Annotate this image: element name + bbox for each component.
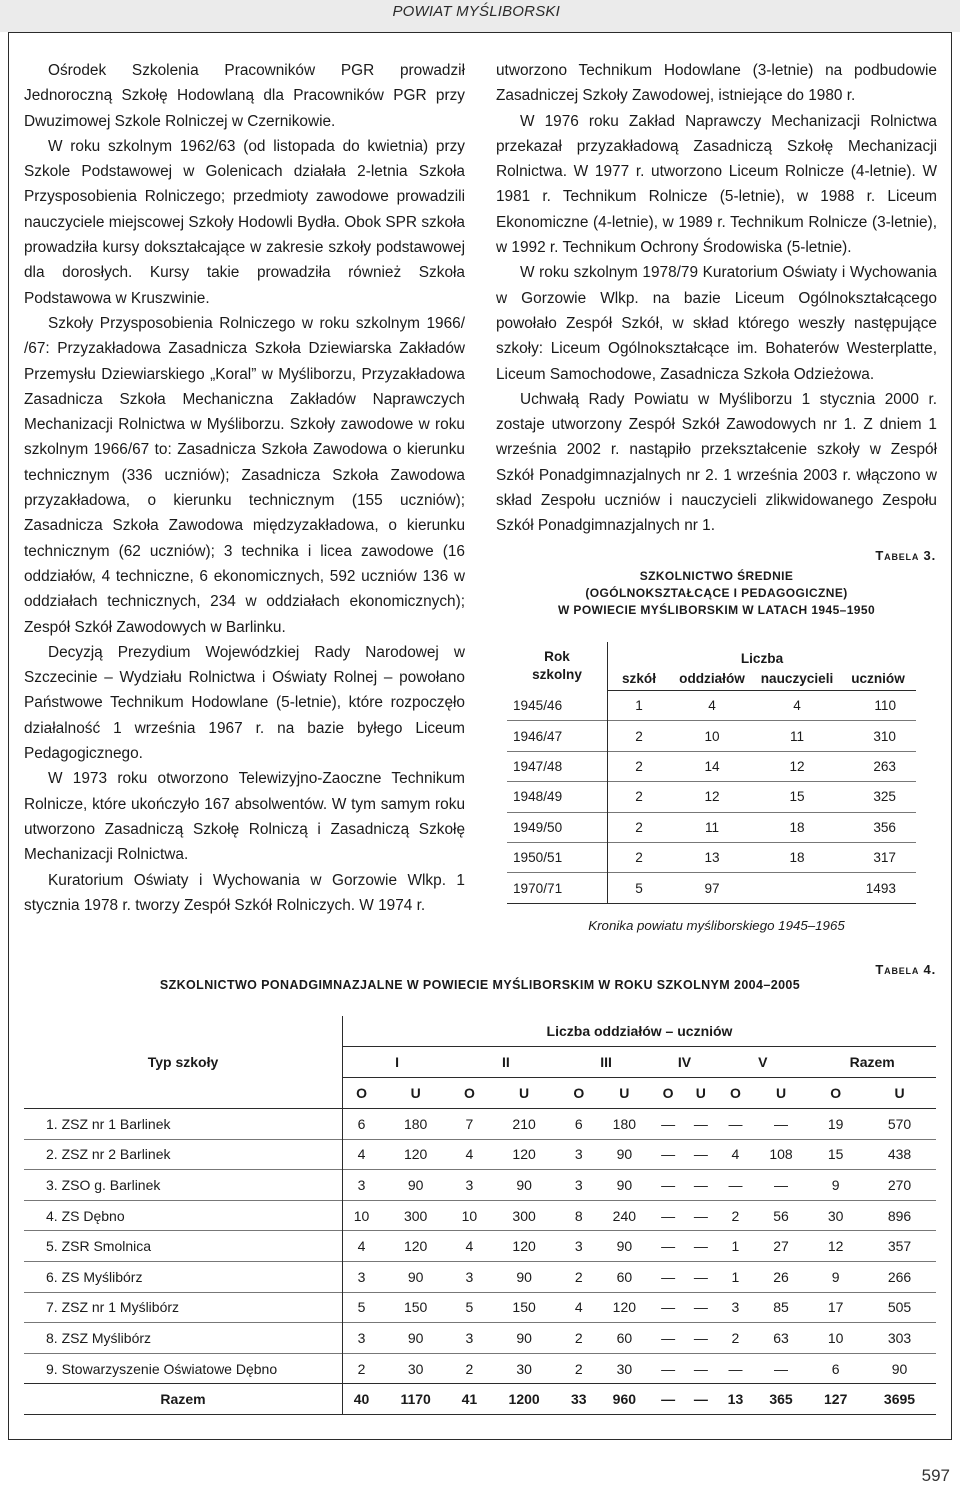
value-cell: 2 — [608, 721, 671, 751]
value-cell: 150 — [488, 1292, 561, 1323]
col-header-class: III — [561, 1047, 652, 1078]
paragraph: W roku szkolnym 1978/79 Kuratorium Oświaty i Wychowania w Gorzowie Wlkp. na bazie Liceum Ogólnokształcącego powołało Zespół Szkół, w skład którego weszły następujące szkoły: Liceum Ogólnokształcące im. Bohaterów Westerplatte, Liceum Samochodowe, Zasadnicza Szkoła Odzieżowa. — [496, 264, 937, 383]
value-cell: 3 — [451, 1170, 487, 1201]
value-cell: 9 — [808, 1170, 863, 1201]
value-cell: 4 — [708, 698, 716, 714]
value-cell: 3 — [343, 1261, 381, 1292]
value-cell — [754, 873, 840, 903]
total-value-cell: 41 — [451, 1384, 487, 1415]
col-header-sub: O — [652, 1078, 685, 1109]
value-cell: 2 — [717, 1323, 753, 1354]
paragraph: W 1976 roku Zakład Naprawczy Mechanizacji Rolnictwa przekazał przyzakładową Zasadniczą Szkołę Mechanizacji Rolnictwa. W 1977 r. utworzono Liceum Rolnicze (4-letnie). W 1981 r. Technikum Rolnicze (5-letnie), w 1988 r. Liceum Ekonomiczne (4-letnie), w 1989 r. Technikum Rolnicze (3-letnie), w 1992 r. Technikum Ochrony Środowiska (5-letnie). — [496, 112, 937, 257]
value-cell: — — [652, 1139, 685, 1170]
value-cell: 90 — [597, 1231, 652, 1262]
value-cell: 4 — [793, 698, 801, 714]
value-cell: 5 — [451, 1292, 487, 1323]
value-cell: — — [728, 1115, 743, 1132]
right-column — [496, 58, 937, 539]
value-cell: 90 — [380, 1323, 451, 1354]
col-header-year-label: Rok szkolny — [532, 649, 582, 683]
value-cell: 1493 — [840, 873, 916, 903]
value-cell: 97 — [670, 873, 754, 903]
table-row — [507, 812, 916, 842]
value-cell: 30 — [488, 1353, 561, 1384]
value-cell: — — [684, 1231, 717, 1262]
col-header-type: Typ szkoły — [24, 1016, 343, 1109]
value-cell: 12 — [754, 751, 840, 781]
table3-source: Kronika powiatu myśliborskiego 1945–1965 — [588, 918, 845, 933]
value-cell: 3 — [561, 1170, 597, 1201]
school-name-cell: 5. ZSR Smolnica — [24, 1231, 343, 1262]
value-cell: 10 — [808, 1323, 863, 1354]
year-cell: 1950/51 — [507, 842, 608, 872]
col-header-group: Liczba — [740, 651, 784, 666]
running-title: POWIAT MYŚLIBORSKI — [392, 3, 560, 20]
year-cell: 1970/71 — [507, 873, 608, 903]
value-cell: 6 — [808, 1353, 863, 1384]
total-value-cell: 127 — [808, 1384, 863, 1415]
table-row — [24, 1231, 936, 1262]
col-header-sub: U — [488, 1078, 561, 1109]
table-row — [24, 1200, 936, 1231]
value-cell: 1 — [635, 698, 643, 714]
year-cell: 1947/48 — [507, 751, 608, 781]
paragraph: W roku szkolnym 1962/63 (od listopada do kwietnia) przy Szkole Podstawowej w Golenicach działała 2-letnia Szkoła Przysposobienia Rolniczego; przedmioty zawodowe prowadzili nauczyciele miejscowej Szkoły Hodowli Bydła. Obok SPR szkoła prowadziła kursy dokształcające w zakresie szkoły podstawowej dla dorosłych. Kursy takie prowadziła również Szkoła Podstawowa w Kruszwinie. — [24, 137, 465, 307]
school-name-cell: 2. ZSZ nr 2 Barlinek — [24, 1139, 343, 1170]
total-value-cell: 13 — [717, 1384, 753, 1415]
value-cell: 60 — [597, 1261, 652, 1292]
value-cell: 2 — [608, 782, 671, 812]
value-cell: 2 — [561, 1323, 597, 1354]
table-row — [24, 1109, 936, 1140]
table4-title: SZKOLNICTWO PONADGIMNAZJALNE W POWIECIE MYŚLIBORSKIM W ROKU SZKOLNYM 2004–2005 — [159, 978, 801, 992]
value-cell: — — [754, 1170, 809, 1201]
total-value-cell: 33 — [561, 1384, 597, 1415]
value-cell: 438 — [863, 1139, 936, 1170]
value-cell: 60 — [597, 1323, 652, 1354]
value-cell: 30 — [808, 1200, 863, 1231]
col-header-sub: O — [808, 1078, 863, 1109]
value-cell: — — [661, 1115, 676, 1132]
value-cell: 11 — [754, 721, 840, 751]
value-cell: 10 — [670, 721, 754, 751]
table-row — [507, 782, 916, 812]
value-cell: 30 — [597, 1353, 652, 1384]
table-row — [507, 873, 916, 903]
value-cell: 2 — [561, 1261, 597, 1292]
value-cell: 310 — [840, 721, 916, 751]
value-cell: 180 — [403, 1115, 428, 1132]
value-cell: 317 — [840, 842, 916, 872]
value-cell: 3 — [343, 1323, 381, 1354]
total-value-cell: — — [684, 1384, 717, 1415]
table3-title — [496, 568, 937, 619]
value-cell: 4 — [561, 1292, 597, 1323]
value-cell: 3 — [343, 1170, 381, 1201]
value-cell: 120 — [380, 1139, 451, 1170]
value-cell: 17 — [808, 1292, 863, 1323]
value-cell: 2 — [717, 1200, 753, 1231]
total-label-cell: Razem — [24, 1384, 343, 1415]
value-cell: 13 — [670, 842, 754, 872]
value-cell: — — [652, 1261, 685, 1292]
value-cell: 2 — [608, 842, 671, 872]
value-cell: 896 — [863, 1200, 936, 1231]
col-header-students: uczniów — [840, 666, 916, 691]
value-cell: 3 — [451, 1261, 487, 1292]
col-header-sub: U — [684, 1078, 717, 1109]
value-cell: 303 — [863, 1323, 936, 1354]
col-header-sub: U — [754, 1078, 809, 1109]
value-cell: 90 — [488, 1323, 561, 1354]
total-value-cell: — — [652, 1384, 685, 1415]
value-cell: 2 — [608, 751, 671, 781]
school-name-cell: 9. Stowarzyszenie Oświatowe Dębno — [24, 1353, 343, 1384]
value-cell: 8 — [561, 1200, 597, 1231]
table-row — [24, 1292, 936, 1323]
paragraph: Kuratorium Oświaty i Wychowania w Gorzowie Wlkp. 1 stycznia 1978 r. tworzy Zespół Szkół Rolniczych. W 1974 r. — [24, 871, 465, 914]
year-cell: 1949/50 — [507, 812, 608, 842]
value-cell: 3 — [717, 1292, 753, 1323]
value-cell: 56 — [754, 1200, 809, 1231]
total-value-cell: 365 — [754, 1384, 809, 1415]
year-cell: 1945/46 — [507, 691, 608, 721]
paragraph: Ośrodek Szkolenia Pracowników PGR prowadził Jednoroczną Szkołę Hodowlaną dla Pracowników PGR przy Dwuzimowej Szkole Rolniczej w Czernikowie. — [24, 62, 465, 130]
total-value-cell: 40 — [343, 1384, 381, 1415]
table-row — [24, 1170, 936, 1201]
value-cell: 3 — [451, 1323, 487, 1354]
value-cell: 90 — [863, 1353, 936, 1384]
year-cell: 1948/49 — [507, 782, 608, 812]
value-cell: 110 — [874, 698, 896, 714]
value-cell: 30 — [380, 1353, 451, 1384]
col-header-class: II — [451, 1047, 560, 1078]
value-cell: 90 — [597, 1139, 652, 1170]
table4 — [24, 1016, 936, 1415]
table-row — [507, 842, 916, 872]
value-cell: 270 — [863, 1170, 936, 1201]
value-cell: — — [684, 1170, 717, 1201]
value-cell: — — [684, 1292, 717, 1323]
table-row — [507, 721, 916, 751]
value-cell: 19 — [827, 1115, 844, 1132]
school-name-cell: 7. ZSZ nr 1 Myślibórz — [24, 1292, 343, 1323]
value-cell: 300 — [380, 1200, 451, 1231]
total-value-cell: 1170 — [380, 1384, 451, 1415]
value-cell: 10 — [343, 1200, 381, 1231]
value-cell: — — [717, 1353, 753, 1384]
total-value-cell: 960 — [597, 1384, 652, 1415]
value-cell: 4 — [717, 1139, 753, 1170]
value-cell: 14 — [670, 751, 754, 781]
value-cell: 90 — [488, 1261, 561, 1292]
year-cell: 1946/47 — [507, 721, 608, 751]
value-cell: 18 — [754, 812, 840, 842]
value-cell: 4 — [343, 1139, 381, 1170]
value-cell: 357 — [863, 1231, 936, 1262]
value-cell: 2 — [561, 1353, 597, 1384]
value-cell: 300 — [488, 1200, 561, 1231]
value-cell: 12 — [670, 782, 754, 812]
value-cell: 325 — [840, 782, 916, 812]
value-cell: 11 — [670, 812, 754, 842]
value-cell: — — [754, 1353, 809, 1384]
value-cell: 15 — [808, 1139, 863, 1170]
value-cell: — — [717, 1170, 753, 1201]
col-header-sub: O — [561, 1078, 597, 1109]
value-cell: 90 — [380, 1170, 451, 1201]
col-header-sub: U — [380, 1078, 451, 1109]
value-cell: — — [684, 1139, 717, 1170]
value-cell: 120 — [488, 1139, 561, 1170]
table-row — [507, 751, 916, 781]
value-cell: 90 — [488, 1170, 561, 1201]
school-name-cell: 6. ZS Myślibórz — [24, 1261, 343, 1292]
value-cell: 108 — [754, 1139, 809, 1170]
col-header-group: Liczba oddziałów – uczniów — [343, 1016, 937, 1047]
school-name-cell: 8. ZSZ Myślibórz — [24, 1323, 343, 1354]
value-cell: — — [652, 1170, 685, 1201]
value-cell: 15 — [754, 782, 840, 812]
value-cell: 90 — [597, 1170, 652, 1201]
page-number: 597 — [921, 1466, 950, 1485]
value-cell: 6 — [357, 1115, 366, 1132]
school-name-cell: 3. ZSO g. Barlinek — [24, 1170, 343, 1201]
value-cell: — — [693, 1115, 708, 1132]
value-cell: — — [684, 1200, 717, 1231]
total-value-cell: 3695 — [863, 1384, 936, 1415]
table-row — [24, 1261, 936, 1292]
value-cell: 2 — [451, 1353, 487, 1384]
paragraph: utworzono Technikum Hodowlane (3-letnie) na podbudowie Zasadniczej Szkoły Zawodowej, istniejące do 1980 r. — [496, 62, 937, 105]
value-cell: 63 — [754, 1323, 809, 1354]
value-cell: 2 — [608, 812, 671, 842]
value-cell: 120 — [380, 1231, 451, 1262]
value-cell: 263 — [840, 751, 916, 781]
col-header-sub: U — [597, 1078, 652, 1109]
running-header — [0, 0, 960, 32]
table3-label: Tabela 3. — [875, 548, 936, 563]
value-cell: 12 — [808, 1231, 863, 1262]
value-cell: 120 — [597, 1292, 652, 1323]
value-cell: 240 — [597, 1200, 652, 1231]
table-row — [24, 1323, 936, 1354]
value-cell: 505 — [863, 1292, 936, 1323]
value-cell: — — [684, 1353, 717, 1384]
value-cell: — — [652, 1323, 685, 1354]
value-cell: 120 — [488, 1231, 561, 1262]
table-row — [24, 1139, 936, 1170]
col-header-sub: O — [451, 1078, 487, 1109]
total-value-cell: 1200 — [488, 1384, 561, 1415]
col-header-classes: oddziałów — [670, 666, 754, 691]
value-cell: 356 — [840, 812, 916, 842]
value-cell: — — [652, 1353, 685, 1384]
value-cell: 4 — [343, 1231, 381, 1262]
value-cell: — — [652, 1200, 685, 1231]
value-cell: 90 — [380, 1261, 451, 1292]
value-cell: 26 — [754, 1261, 809, 1292]
table-row — [507, 691, 916, 721]
table3-title-line: (OGÓLNOKSZTAŁCĄCE I PEDAGOGICZNE) — [585, 586, 848, 600]
col-header-class: I — [343, 1047, 452, 1078]
value-cell: — — [652, 1292, 685, 1323]
paragraph: Szkoły Przysposobienia Rolniczego w roku szkolnym 1966/ /67: Przyzakładowa Zasadnicza Szkoła Dziewiarska Zakładów Przemysłu Dziewiarskiego „Koral” w Myśliborzu, Przyzakładowa Zasadnicza Szkoła Mechaniczna Zakładów Naprawczych Mechanizacji Rolnictwa w Myśliborzu. Szkoły zawodowe w roku szkolnym 1966/67 to: Zasadnicza Szkoła Zawodowa o kierunku technicznym (336 uczniów); Zasadnicza Szkoła Zawodowa przyzakładowa, o kierunku technicznym (155 uczniów); Zasadnicza Szkoła Zawodowa międzyzakładowa, o kierunku technicznym (62 uczniów); 3 technika i licea zawodowe (16 oddziałów, 4 techniczne, 6 ekonomicznych, 592 uczniów 136 w oddziałach technicznych, 234 w oddziałach ekonomicznych); Zespół Szkół Zawodowych w Barlinku. — [24, 314, 465, 636]
col-header-class: IV — [652, 1047, 718, 1078]
col-header-class: Razem — [808, 1047, 936, 1078]
value-cell: 210 — [512, 1115, 536, 1132]
col-header-teachers: nauczycieli — [754, 666, 840, 691]
value-cell: 1 — [717, 1261, 753, 1292]
value-cell: 85 — [754, 1292, 809, 1323]
paragraph: W 1973 roku otworzono Telewizyjno-Zaoczne Technikum Rolnicze, które ukończyło 167 absolwentów. W tym samym roku utworzono Zasadniczą Szkołę Rolniczą i Zasadniczą Szkołę Mechanizacji Rolnictwa. — [24, 770, 465, 864]
value-cell: 570 — [887, 1115, 912, 1132]
col-header-class: V — [717, 1047, 808, 1078]
school-name-cell: 4. ZS Dębno — [24, 1200, 343, 1231]
table4-label: Tabela 4. — [875, 962, 936, 977]
paragraph: Decyzją Prezydium Wojewódzkiej Rady Narodowej w Szczecinie – Wydziału Rolnictwa i Oświaty Rolnej – powołano Państwowe Technikum Hodowlane (5-letnie), które rozpoczęło działalność 1 września 1967 r. na bazie byłego Liceum Pedagogicznego. — [24, 643, 465, 763]
value-cell: — — [652, 1231, 685, 1262]
value-cell: — — [774, 1115, 788, 1132]
value-cell: 27 — [754, 1231, 809, 1262]
value-cell: 180 — [612, 1115, 637, 1132]
value-cell: 6 — [574, 1115, 583, 1132]
col-header-sub: O — [717, 1078, 753, 1109]
value-cell: 10 — [451, 1200, 487, 1231]
value-cell: 5 — [343, 1292, 381, 1323]
value-cell: 150 — [380, 1292, 451, 1323]
value-cell: 2 — [343, 1353, 381, 1384]
paragraph: Uchwałą Rady Powiatu w Myśliborzu 1 stycznia 2000 r. zostaje utworzony Zespół Szkół Zawodowych nr 1. Z dniem 1 września 2002 r. nastąpiło przekształcenie szkoły w Zespół Szkół Ponadgimnazjalnych nr 2. 1 września 2003 r. włączono w skład Zespołu uczniów i nauczycieli zlikwidowanego Zespołu Szkół Ponadgimnazjalnych nr 1. — [496, 390, 937, 535]
value-cell: 4 — [451, 1139, 487, 1170]
table-row — [24, 1353, 936, 1384]
value-cell: — — [684, 1261, 717, 1292]
table3-title-line: W POWIECIE MYŚLIBORSKIM W LATACH 1945–1950 — [557, 603, 876, 617]
value-cell: 5 — [608, 873, 671, 903]
school-name-cell: 1. ZSZ nr 1 Barlinek — [24, 1109, 343, 1140]
col-header-schools: szkół — [608, 666, 671, 691]
value-cell: 266 — [863, 1261, 936, 1292]
left-column — [24, 58, 465, 918]
value-cell: 9 — [808, 1261, 863, 1292]
col-header-sub: O — [343, 1078, 381, 1109]
table3-title-line: SZKOLNICTWO ŚREDNIE — [639, 569, 794, 583]
value-cell: 7 — [465, 1115, 474, 1132]
value-cell: 1 — [717, 1231, 753, 1262]
value-cell: 3 — [561, 1231, 597, 1262]
col-header-sub: U — [863, 1078, 936, 1109]
value-cell: 4 — [451, 1231, 487, 1262]
value-cell: 3 — [561, 1139, 597, 1170]
col-header-year — [507, 642, 608, 691]
value-cell: 18 — [754, 842, 840, 872]
value-cell: — — [684, 1323, 717, 1354]
table3 — [507, 642, 916, 904]
total-row — [24, 1384, 936, 1415]
